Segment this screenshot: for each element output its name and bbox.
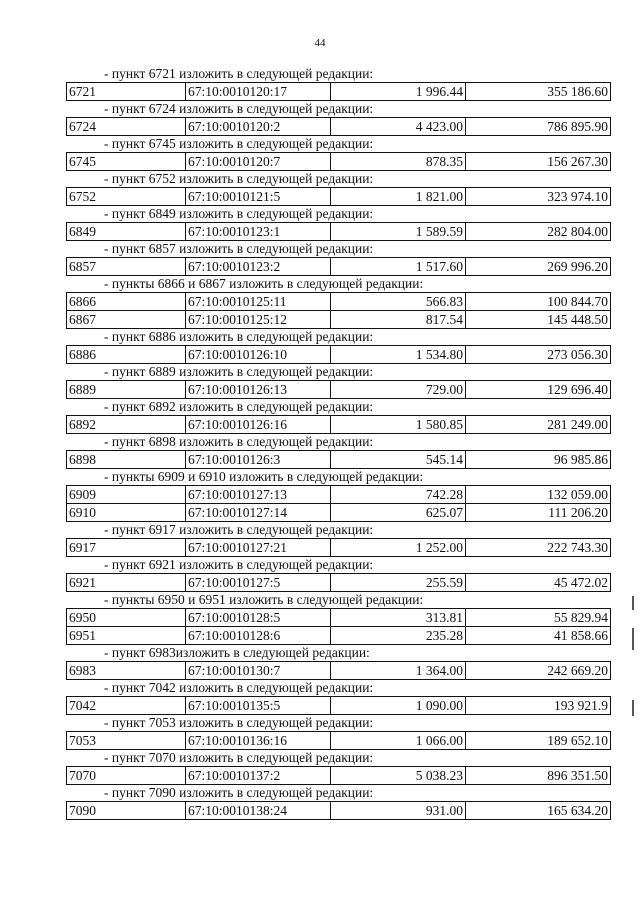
amendment-instruction: - пункт 6724 изложить в следующей редакции:: [104, 101, 374, 116]
item-number-cell: 7042: [67, 697, 186, 715]
cadastral-number-cell: 67:10:0010126:10: [186, 346, 331, 364]
scan-margin-mark: [632, 628, 634, 650]
item-number-cell: 6857: [67, 258, 186, 276]
entry-table: [66, 187, 611, 206]
item-number-cell: 6910: [67, 504, 186, 522]
value-cell: 282 804.00: [466, 223, 611, 241]
item-number-cell: 6898: [67, 451, 186, 469]
cadastral-number-cell: 67:10:0010127:13: [186, 486, 331, 504]
entry-table: [66, 538, 611, 557]
entry-table: [66, 661, 611, 680]
table-row: [67, 627, 611, 645]
amendment-instruction: - пункт 7053 изложить в следующей редакции:: [104, 715, 374, 730]
table-row: [67, 539, 611, 557]
value-cell: 189 652.10: [466, 732, 611, 750]
value-cell: 129 696.40: [466, 381, 611, 399]
value-cell: 193 921.9: [466, 697, 611, 715]
area-cell: 742.28: [331, 486, 466, 504]
cadastral-number-cell: 67:10:0010138:24: [186, 802, 331, 820]
value-cell: 323 974.10: [466, 188, 611, 206]
area-cell: 255.59: [331, 574, 466, 592]
entry-table: [66, 380, 611, 399]
amendment-instruction: - пункт 7042 изложить в следующей редакции:: [104, 680, 374, 695]
item-number-cell: 6889: [67, 381, 186, 399]
value-cell: 355 186.60: [466, 83, 611, 101]
value-cell: 786 895.90: [466, 118, 611, 136]
entry-table: [66, 292, 611, 329]
item-number-cell: 7090: [67, 802, 186, 820]
table-row: [67, 118, 611, 136]
entry-table: [66, 257, 611, 276]
table-row: [67, 346, 611, 364]
cadastral-number-cell: 67:10:0010121:5: [186, 188, 331, 206]
area-cell: 817.54: [331, 311, 466, 329]
area-cell: 545.14: [331, 451, 466, 469]
value-cell: 222 743.30: [466, 539, 611, 557]
value-cell: 96 985.86: [466, 451, 611, 469]
item-number-cell: 6752: [67, 188, 186, 206]
amendment-instruction: - пункт 6983изложить в следующей редакции:: [104, 645, 370, 660]
table-row: [67, 293, 611, 311]
cadastral-number-cell: 67:10:0010128:5: [186, 609, 331, 627]
item-number-cell: 6951: [67, 627, 186, 645]
entry-table: [66, 117, 611, 136]
amendment-instruction: - пункт 6917 изложить в следующей редакции:: [104, 522, 374, 537]
value-cell: 281 249.00: [466, 416, 611, 434]
amendment-instruction: - пункт 6857 изложить в следующей редакции:: [104, 241, 374, 256]
cadastral-number-cell: 67:10:0010123:1: [186, 223, 331, 241]
entry-table: [66, 152, 611, 171]
entry-table: [66, 450, 611, 469]
scan-margin-mark: [632, 596, 634, 610]
item-number-cell: 6886: [67, 346, 186, 364]
amendment-instruction: - пункт 6721 изложить в следующей редакции:: [104, 66, 374, 81]
item-number-cell: 6866: [67, 293, 186, 311]
area-cell: 1 534.80: [331, 346, 466, 364]
table-row: [67, 504, 611, 522]
item-number-cell: 6867: [67, 311, 186, 329]
table-row: [67, 223, 611, 241]
entry-table: [66, 731, 611, 750]
page-number: 44: [314, 37, 326, 49]
value-cell: 100 844.70: [466, 293, 611, 311]
area-cell: 878.35: [331, 153, 466, 171]
cadastral-number-cell: 67:10:0010127:14: [186, 504, 331, 522]
area-cell: 1 589.59: [331, 223, 466, 241]
cadastral-number-cell: 67:10:0010127:5: [186, 574, 331, 592]
item-number-cell: 6892: [67, 416, 186, 434]
area-cell: 235.28: [331, 627, 466, 645]
table-row: [67, 381, 611, 399]
area-cell: 1 580.85: [331, 416, 466, 434]
entry-table: [66, 485, 611, 522]
table-row: [67, 188, 611, 206]
cadastral-number-cell: 67:10:0010123:2: [186, 258, 331, 276]
item-number-cell: 6849: [67, 223, 186, 241]
cadastral-number-cell: 67:10:0010137:2: [186, 767, 331, 785]
entry-table: [66, 696, 611, 715]
value-cell: 273 056.30: [466, 346, 611, 364]
cadastral-number-cell: 67:10:0010135:5: [186, 697, 331, 715]
item-number-cell: 6745: [67, 153, 186, 171]
area-cell: 931.00: [331, 802, 466, 820]
area-cell: 5 038.23: [331, 767, 466, 785]
value-cell: 55 829.94: [466, 609, 611, 627]
area-cell: 1 821.00: [331, 188, 466, 206]
cadastral-number-cell: 67:10:0010120:17: [186, 83, 331, 101]
area-cell: 1 090.00: [331, 697, 466, 715]
table-row: [67, 83, 611, 101]
item-number-cell: 6917: [67, 539, 186, 557]
value-cell: 45 472.02: [466, 574, 611, 592]
area-cell: 1 517.60: [331, 258, 466, 276]
cadastral-number-cell: 67:10:0010120:2: [186, 118, 331, 136]
cadastral-number-cell: 67:10:0010125:12: [186, 311, 331, 329]
entry-table: [66, 573, 611, 592]
table-row: [67, 574, 611, 592]
area-cell: 4 423.00: [331, 118, 466, 136]
entry-table: [66, 345, 611, 364]
table-row: [67, 311, 611, 329]
item-number-cell: 6983: [67, 662, 186, 680]
table-row: [67, 732, 611, 750]
value-cell: 156 267.30: [466, 153, 611, 171]
cadastral-number-cell: 67:10:0010126:13: [186, 381, 331, 399]
amendment-instruction: - пункт 7090 изложить в следующей редакции:: [104, 785, 374, 800]
cadastral-number-cell: 67:10:0010126:16: [186, 416, 331, 434]
entry-table: [66, 222, 611, 241]
item-number-cell: 6724: [67, 118, 186, 136]
table-row: [67, 258, 611, 276]
value-cell: 896 351.50: [466, 767, 611, 785]
amendment-instruction: - пункт 6752 изложить в следующей редакции:: [104, 171, 374, 186]
amendment-instruction: - пункт 6892 изложить в следующей редакции:: [104, 399, 374, 414]
amendment-instruction: - пункт 6745 изложить в следующей редакции:: [104, 136, 374, 151]
scan-margin-mark: [632, 700, 634, 716]
table-row: [67, 802, 611, 820]
amendment-instruction: - пункты 6950 и 6951 изложить в следующей редакции:: [104, 592, 424, 607]
entry-table: [66, 415, 611, 434]
table-row: [67, 153, 611, 171]
item-number-cell: 6950: [67, 609, 186, 627]
document-body: [66, 66, 608, 820]
value-cell: 269 996.20: [466, 258, 611, 276]
entry-table: [66, 608, 611, 645]
amendment-instruction: - пункт 6889 изложить в следующей редакции:: [104, 364, 374, 379]
value-cell: 41 858.66: [466, 627, 611, 645]
entry-table: [66, 82, 611, 101]
area-cell: 1 252.00: [331, 539, 466, 557]
table-row: [67, 486, 611, 504]
entry-table: [66, 766, 611, 785]
cadastral-number-cell: 67:10:0010120:7: [186, 153, 331, 171]
table-row: [67, 697, 611, 715]
cadastral-number-cell: 67:10:0010128:6: [186, 627, 331, 645]
table-row: [67, 451, 611, 469]
item-number-cell: 6921: [67, 574, 186, 592]
value-cell: 111 206.20: [466, 504, 611, 522]
table-row: [67, 662, 611, 680]
value-cell: 165 634.20: [466, 802, 611, 820]
area-cell: 1 996.44: [331, 83, 466, 101]
amendment-instruction: - пункт 6898 изложить в следующей редакции:: [104, 434, 374, 449]
entry-table: [66, 801, 611, 820]
table-row: [67, 416, 611, 434]
area-cell: 625.07: [331, 504, 466, 522]
area-cell: 566.83: [331, 293, 466, 311]
item-number-cell: 6721: [67, 83, 186, 101]
cadastral-number-cell: 67:10:0010127:21: [186, 539, 331, 557]
cadastral-number-cell: 67:10:0010130:7: [186, 662, 331, 680]
area-cell: 1 066.00: [331, 732, 466, 750]
area-cell: 729.00: [331, 381, 466, 399]
value-cell: 242 669.20: [466, 662, 611, 680]
amendment-instruction: - пункт 6921 изложить в следующей редакции:: [104, 557, 374, 572]
table-row: [67, 609, 611, 627]
amendment-instruction: - пункты 6866 и 6867 изложить в следующей редакции:: [104, 276, 424, 291]
item-number-cell: 7070: [67, 767, 186, 785]
item-number-cell: 6909: [67, 486, 186, 504]
area-cell: 1 364.00: [331, 662, 466, 680]
cadastral-number-cell: 67:10:0010136:16: [186, 732, 331, 750]
value-cell: 132 059.00: [466, 486, 611, 504]
table-row: [67, 767, 611, 785]
amendment-instruction: - пункт 6849 изложить в следующей редакции:: [104, 206, 374, 221]
cadastral-number-cell: 67:10:0010126:3: [186, 451, 331, 469]
value-cell: 145 448.50: [466, 311, 611, 329]
item-number-cell: 7053: [67, 732, 186, 750]
amendment-instruction: - пункт 7070 изложить в следующей редакции:: [104, 750, 374, 765]
amendment-instruction: - пункт 6886 изложить в следующей редакции:: [104, 329, 374, 344]
cadastral-number-cell: 67:10:0010125:11: [186, 293, 331, 311]
amendment-instruction: - пункты 6909 и 6910 изложить в следующей редакции:: [104, 469, 424, 484]
area-cell: 313.81: [331, 609, 466, 627]
